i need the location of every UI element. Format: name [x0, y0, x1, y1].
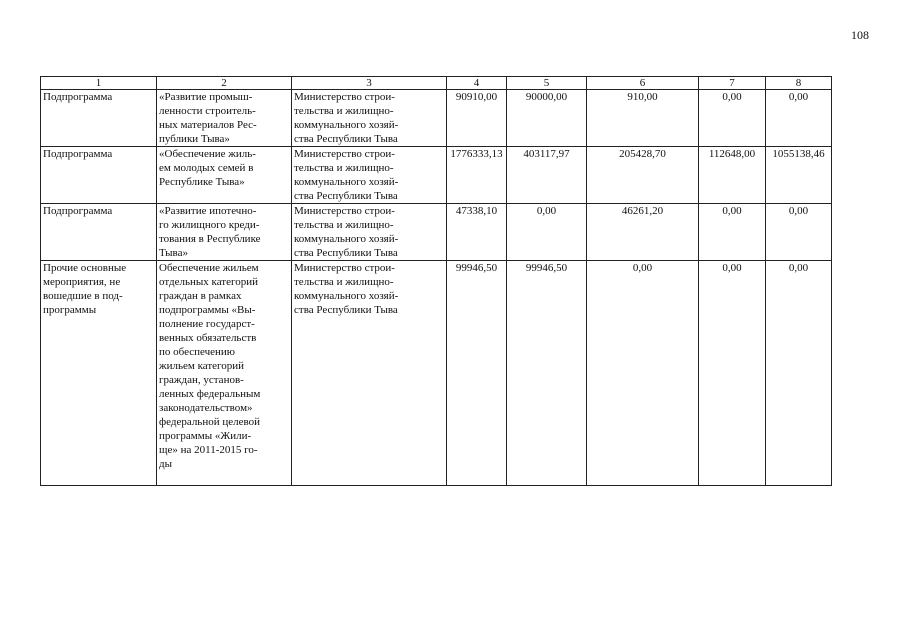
- header-cell: 8: [766, 77, 832, 90]
- header-cell: 3: [292, 77, 447, 90]
- value-cell: 0,00: [766, 90, 832, 147]
- header-cell: 4: [447, 77, 507, 90]
- value-cell: 0,00: [766, 261, 832, 486]
- value-cell: 1776333,13: [447, 147, 507, 204]
- value-cell: 47338,10: [447, 204, 507, 261]
- value-cell: 0,00: [699, 90, 766, 147]
- value-cell: 0,00: [766, 204, 832, 261]
- program-name-cell: «Развитие промыш- ленности строитель- ных материалов Рес- публики Тыва»: [157, 90, 292, 147]
- value-cell: 0,00: [699, 204, 766, 261]
- program-type-cell: Подпрограмма: [41, 147, 157, 204]
- value-cell: 205428,70: [587, 147, 699, 204]
- header-row: [41, 77, 832, 90]
- value-cell: 0,00: [507, 204, 587, 261]
- value-cell: 99946,50: [507, 261, 587, 486]
- header-cell: 7: [699, 77, 766, 90]
- budget-table: [40, 76, 832, 486]
- header-cell: 1: [41, 77, 157, 90]
- header-cell: 6: [587, 77, 699, 90]
- table-row: [41, 204, 832, 261]
- value-cell: 1055138,46: [766, 147, 832, 204]
- value-cell: 0,00: [699, 261, 766, 486]
- value-cell: 0,00: [587, 261, 699, 486]
- executor-cell: Министерство строи- тельства и жилищно- коммунального хозяй- ства Республики Тыва: [292, 90, 447, 147]
- executor-cell: Министерство строи- тельства и жилищно- коммунального хозяй- ства Республики Тыва: [292, 261, 447, 486]
- program-type-cell: Прочие основные мероприятия, не вошедшие в под- программы: [41, 261, 157, 486]
- value-cell: 403117,97: [507, 147, 587, 204]
- header-cell: 2: [157, 77, 292, 90]
- value-cell: 90910,00: [447, 90, 507, 147]
- program-name-cell: «Обеспечение жиль- ем молодых семей в Республике Тыва»: [157, 147, 292, 204]
- table-row: [41, 261, 832, 486]
- value-cell: 90000,00: [507, 90, 587, 147]
- program-name-cell: Обеспечение жильем отдельных категорий граждан в рамках подпрограммы «Вы- полнение государст- венных обязательств по обеспечению жильем категорий граждан, установ- ленных федеральным законодательством» федеральной целевой программы «Жили- ще» на 2011-2015 го- ды: [157, 261, 292, 486]
- table-row: [41, 90, 832, 147]
- program-type-cell: Подпрограмма: [41, 204, 157, 261]
- program-type-cell: Подпрограмма: [41, 90, 157, 147]
- table-row: [41, 147, 832, 204]
- page-number: 108: [851, 28, 869, 42]
- value-cell: 910,00: [587, 90, 699, 147]
- executor-cell: Министерство строи- тельства и жилищно- коммунального хозяй- ства Республики Тыва: [292, 204, 447, 261]
- executor-cell: Министерство строи- тельства и жилищно- коммунального хозяй- ства Республики Тыва: [292, 147, 447, 204]
- header-cell: 5: [507, 77, 587, 90]
- program-name-cell: «Развитие ипотечно- го жилищного креди- тования в Республике Тыва»: [157, 204, 292, 261]
- value-cell: 46261,20: [587, 204, 699, 261]
- value-cell: 99946,50: [447, 261, 507, 486]
- value-cell: 112648,00: [699, 147, 766, 204]
